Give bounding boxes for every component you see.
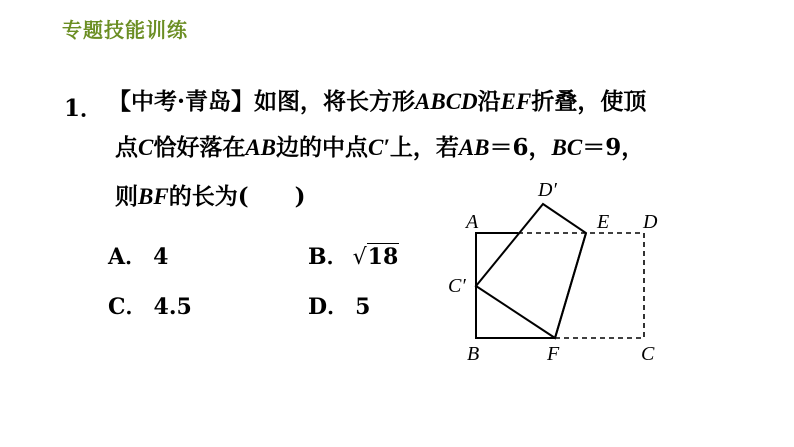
label-f: F xyxy=(547,343,560,365)
question-line-3: 则BF的长为( ) xyxy=(115,183,306,210)
label-b: B xyxy=(467,343,480,365)
label-e: E xyxy=(597,211,610,233)
label-d-prime: D′ xyxy=(538,179,557,201)
section-title: 专题技能训练 xyxy=(62,18,188,42)
label-a: A xyxy=(466,211,479,233)
rectangle-left-part xyxy=(476,233,555,338)
sqrt-expression: √18 xyxy=(352,244,399,270)
folded-quadrilateral xyxy=(476,204,586,338)
label-c-prime: C′ xyxy=(448,275,466,297)
option-d[interactable]: D． 5 xyxy=(308,294,371,320)
question-number: 1． xyxy=(64,95,104,122)
label-d: D xyxy=(643,211,658,233)
option-b[interactable]: B． √18 xyxy=(308,244,399,270)
fold-line-ef xyxy=(555,233,586,338)
sqrt-symbol-icon: √ xyxy=(352,245,367,270)
option-c[interactable]: C． 4.5 xyxy=(108,294,192,320)
label-c: C xyxy=(641,343,655,365)
question-line-1: 【中考·青岛】如图，将长方形ABCD沿EF折叠，使顶 xyxy=(108,88,647,115)
question-line-2: 点C恰好落在AB边的中点C′上，若AB＝6，BC＝9， xyxy=(115,134,645,161)
option-a[interactable]: A． 4 xyxy=(108,244,169,270)
